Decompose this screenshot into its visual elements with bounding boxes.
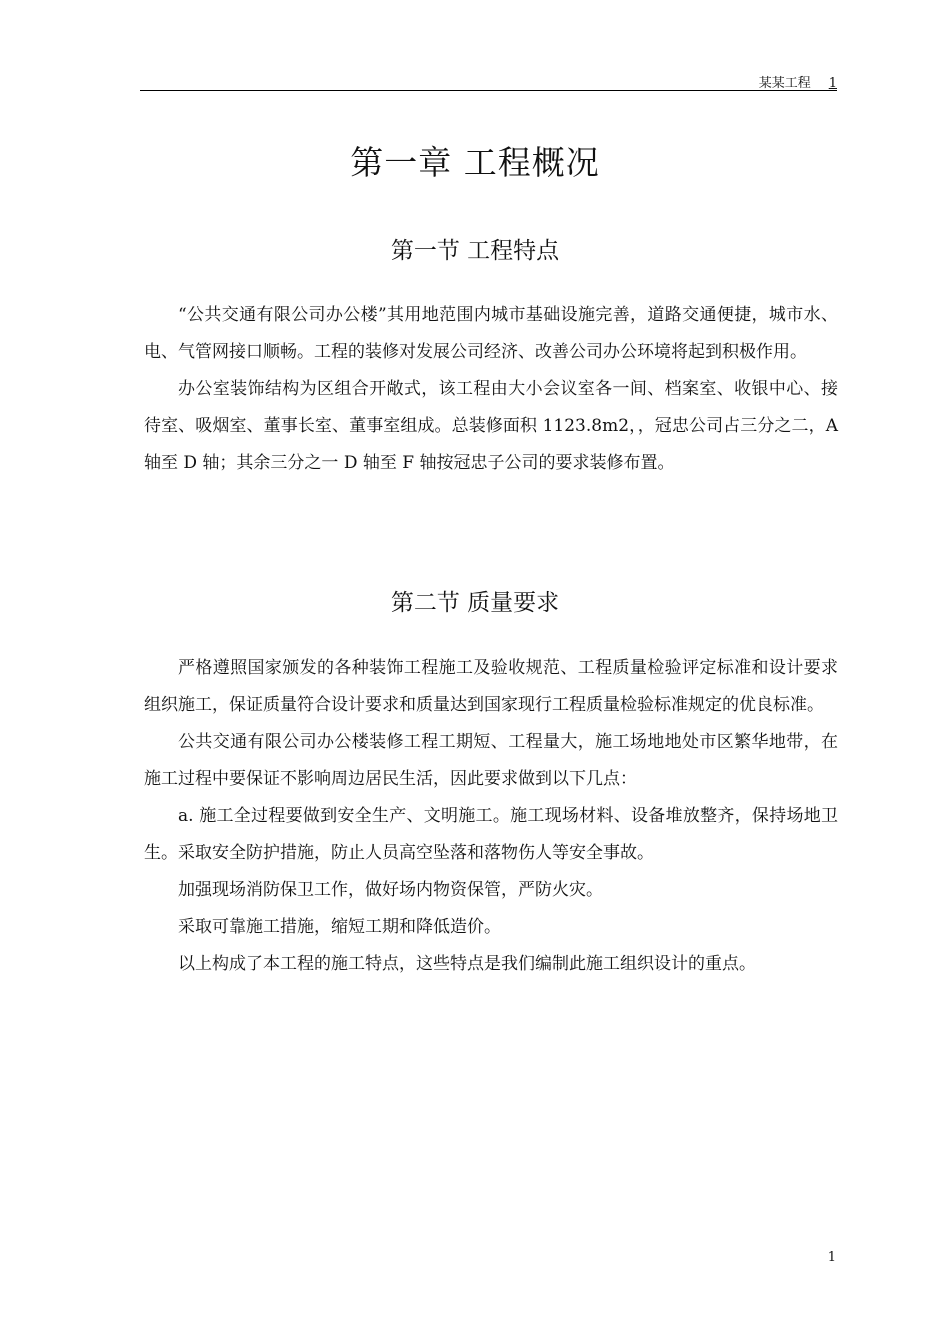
paragraph: a. 施工全过程要做到安全生产、文明施工。施工现场材料、设备堆放整齐，保持场地卫生。采取安全防护措施，防止人员高空坠落和落物伤人等安全事故。 (144, 806, 838, 863)
header-text (759, 72, 837, 91)
paragraph: 加强现场消防保卫工作，做好场内物资保管，严防火灾。 (178, 880, 603, 900)
paragraph: 以上构成了本工程的施工特点，这些特点是我们编制此施工组织设计的重点。 (178, 954, 756, 974)
paragraph: 办公室装饰结构为区组合开敞式，该工程由大小会议室各一间、档案室、收银中心、接待室、吸烟室、董事长室、董事室组成。总装修面积 1123.8m2，，冠忠公司占三分之二，A 轴至 D 轴；其余三分之一 D 轴至 F 轴按冠忠子公司的要求装修布置。 (144, 379, 838, 473)
chapter-title: 第一章 工程概况 (350, 143, 600, 182)
paragraph: 严格遵照国家颁发的各种装饰工程施工及验收规范、工程质量检验评定标准和设计要求组织施工，保证质量符合设计要求和质量达到国家现行工程质量检验标准规定的优良标准。 (144, 658, 838, 715)
footer-page-number: 1 (827, 1250, 836, 1265)
section-title-2: 第二节 质量要求 (390, 590, 560, 616)
header-page-number: 1 (828, 76, 837, 91)
header-title: 某某工程 (758, 76, 811, 91)
paragraph: “公共交通有限公司办公楼”其用地范围内城市基础设施完善，道路交通便捷，城市水、电、气管网接口顺畅。工程的装修对发展公司经济、改善公司办公环境将起到积极作用。 (144, 305, 838, 362)
section-title-1: 第一节 工程特点 (390, 238, 560, 264)
section-2-body (144, 650, 838, 983)
page-header (140, 70, 837, 91)
paragraph: 采取可靠施工措施，缩短工期和降低造价。 (178, 917, 501, 937)
section-1-body (144, 297, 838, 482)
paragraph: 公共交通有限公司办公楼装修工程工期短、工程量大，施工场地地处市区繁华地带，在施工过程中要保证不影响周边居民生活，因此要求做到以下几点： (144, 732, 838, 789)
